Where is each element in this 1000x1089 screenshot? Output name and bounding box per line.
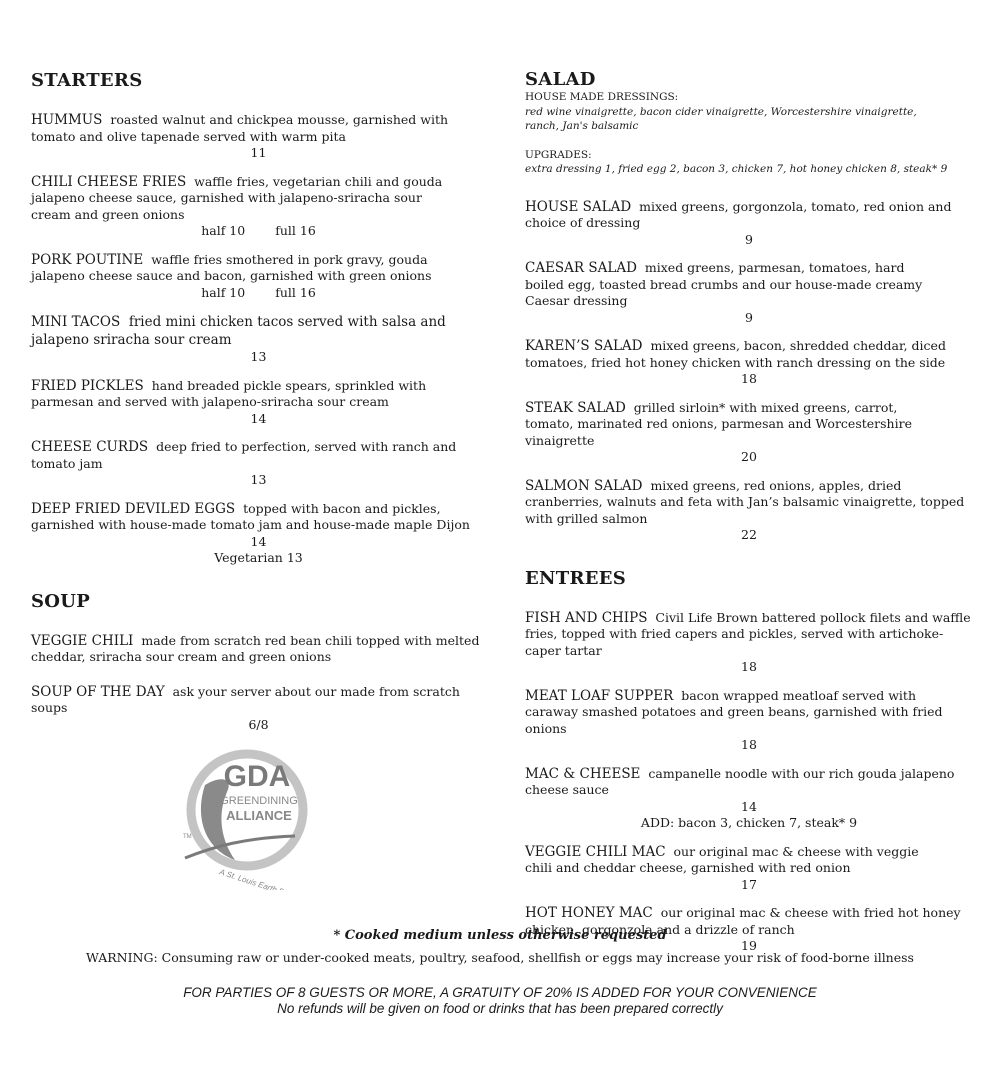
item-desc: mixed greens, gorgonzola, tomato, red onion and choice of dressing bbox=[525, 198, 952, 230]
item-price bbox=[31, 223, 486, 240]
item-desc: ask your server about our made from scratch soups bbox=[31, 683, 460, 715]
item-price: 6/8 bbox=[248, 716, 269, 732]
full-price: full 16 bbox=[275, 223, 316, 238]
item-price bbox=[31, 285, 486, 302]
right-column bbox=[525, 66, 973, 955]
item-extra-price: Vegetarian 13 bbox=[214, 550, 303, 565]
menu-item-steak-salad bbox=[525, 400, 945, 450]
item-desc: our original mac & cheese with fried hot honey chicken, gorgonzola and a drizzle of ranch bbox=[525, 905, 961, 937]
half-price: half 10 bbox=[201, 223, 246, 238]
item-desc: bacon wrapped meatloaf served with caraway smashed potatoes and green beans, garnished with fried onions bbox=[525, 687, 943, 736]
menu-item-veggie-chili bbox=[31, 633, 486, 666]
item-price: 14 bbox=[250, 410, 267, 426]
menu-item-mac-and-cheese bbox=[525, 766, 973, 799]
item-name: STEAK SALAD bbox=[525, 399, 626, 416]
logo-line2: ALLIANCE bbox=[226, 808, 292, 823]
item-desc: waffle fries, vegetarian chili and gouda jalapeno cheese sauce, garnished with jalapeno-sriracha sour cream and green onions bbox=[31, 173, 443, 222]
cooked-note: * Cooked medium unless otherwise requested bbox=[333, 928, 667, 943]
entrees-heading: ENTREES bbox=[525, 567, 627, 589]
item-desc: roasted walnut and chickpea mousse, garnished with tomato and olive tapenade served with warm pita bbox=[31, 112, 449, 144]
menu-item-soup-of-the-day bbox=[31, 684, 486, 717]
salad-heading: SALAD bbox=[525, 69, 596, 90]
item-desc: campanelle noodle with our rich gouda jalapeno cheese sauce bbox=[525, 765, 955, 797]
item-name: VEGGIE CHILI bbox=[31, 632, 134, 649]
item-name: MAC & CHEESE bbox=[525, 765, 641, 782]
item-desc: made from scratch red bean chili topped with melted cheddar, sriracha sour cream and green onions bbox=[31, 632, 480, 664]
menu-item-karens-salad bbox=[525, 338, 973, 371]
menu-item-mini-tacos bbox=[31, 313, 471, 349]
warning-note: WARNING: Consuming raw or under-cooked meats, poultry, seafood, shellfish or eggs may increase your risk of food-borne illness bbox=[86, 950, 914, 965]
menu-footer bbox=[0, 927, 1000, 1017]
soup-heading: SOUP bbox=[31, 590, 91, 612]
gda-logo-graphic bbox=[175, 740, 315, 890]
item-price: 9 bbox=[745, 309, 753, 325]
item-name: SALMON SALAD bbox=[525, 477, 643, 494]
item-price: 9 bbox=[745, 231, 753, 247]
item-price: 18 bbox=[741, 737, 757, 752]
menu-item-pork-poutine bbox=[31, 252, 461, 285]
item-name: CHILI CHEESE FRIES bbox=[31, 173, 187, 190]
item-price: 13 bbox=[250, 349, 267, 364]
item-name: FRIED PICKLES bbox=[31, 377, 144, 394]
half-price: half 10 bbox=[201, 284, 246, 300]
dressings-list: red wine vinaigrette, bacon cider vinaigrette, Worcestershire vinaigrette, ranch, Jan's balsamic bbox=[525, 105, 917, 132]
item-price: 14 bbox=[741, 798, 757, 814]
item-desc: our original mac & cheese with veggie chili and cheddar cheese, garnished with red onion bbox=[525, 843, 919, 875]
item-desc: deep fried to perfection, served with ranch and tomato jam bbox=[31, 439, 457, 471]
item-name: HUMMUS bbox=[31, 112, 103, 128]
item-price: 19 bbox=[741, 938, 757, 953]
item-name: SOUP OF THE DAY bbox=[31, 683, 165, 700]
item-name: MEAT LOAF SUPPER bbox=[525, 687, 674, 704]
item-name: PORK POUTINE bbox=[31, 251, 144, 268]
item-name: FISH AND CHIPS bbox=[525, 609, 648, 626]
menu-item-fried-pickles bbox=[31, 378, 486, 411]
refunds-note: No refunds will be given on food or drinks that has been prepared correctly bbox=[277, 1001, 723, 1016]
full-price: full 16 bbox=[275, 284, 316, 300]
item-price: 20 bbox=[741, 449, 757, 464]
item-desc: Civil Life Brown battered pollock filets and waffle fries, topped with fried capers and pickles, served with artichoke-caper tartar bbox=[525, 609, 971, 658]
menu-item-veggie-chili-mac bbox=[525, 844, 945, 877]
menu-item-fish-and-chips bbox=[525, 610, 973, 660]
item-price: 14 bbox=[250, 533, 267, 549]
item-price: 18 bbox=[741, 371, 757, 386]
menu-item-caesar-salad bbox=[525, 260, 945, 310]
upgrades-label: UPGRADES: bbox=[525, 148, 592, 161]
item-desc: waffle fries smothered in pork gravy, gouda jalapeno cheese sauce and bacon, garnished with green onions bbox=[31, 251, 432, 283]
item-desc: mixed greens, red onions, apples, dried cranberries, walnuts and feta with Jan’s balsamic vinaigrette, topped with grilled salmon bbox=[525, 477, 965, 526]
item-name: VEGGIE CHILI MAC bbox=[525, 843, 666, 860]
item-desc: fried mini chicken tacos served with salsa and jalapeno sriracha sour cream bbox=[31, 314, 446, 348]
item-price: 13 bbox=[250, 472, 267, 487]
item-price: 18 bbox=[741, 659, 757, 674]
logo-line1: GREENDINING bbox=[220, 795, 298, 807]
upgrades-list: extra dressing 1, fried egg 2, bacon 3, chicken 7, hot honey chicken 8, steak* 9 bbox=[525, 163, 948, 175]
item-desc: mixed greens, bacon, shredded cheddar, diced tomatoes, fried hot honey chicken with ranch dressing on the side bbox=[525, 338, 946, 370]
item-name: CAESAR SALAD bbox=[525, 260, 637, 276]
item-name: KAREN’S SALAD bbox=[525, 338, 643, 354]
menu-item-meat-loaf-supper bbox=[525, 688, 945, 738]
menu-item-hummus bbox=[31, 112, 486, 145]
item-price: 22 bbox=[741, 527, 757, 542]
left-column bbox=[31, 66, 486, 733]
item-name: CHEESE CURDS bbox=[31, 439, 149, 455]
menu-item-house-salad bbox=[525, 199, 973, 232]
item-desc: mixed greens, parmesan, tomatoes, hard boiled egg, toasted bread crumbs and our house-made creamy Caesar dressing bbox=[525, 260, 923, 308]
menu-item-chili-cheese-fries bbox=[31, 174, 461, 224]
item-desc: grilled sirloin* with mixed greens, carrot, tomato, marinated red onions, parmesan and Worcestershire vinaigrette bbox=[525, 399, 912, 448]
item-name: MINI TACOS bbox=[31, 314, 121, 330]
starters-heading: STARTERS bbox=[31, 70, 143, 91]
menu-item-deep-fried-deviled-eggs bbox=[31, 501, 486, 534]
logo-tagline: A St. Louis Earth Day Initiative bbox=[218, 867, 315, 890]
gratuity-note: FOR PARTIES OF 8 GUESTS OR MORE, A GRATUITY OF 20% IS ADDED FOR YOUR CONVENIENCE bbox=[183, 985, 817, 1000]
menu-item-cheese-curds bbox=[31, 439, 486, 472]
item-name: HOUSE SALAD bbox=[525, 198, 632, 215]
dressings-label: HOUSE MADE DRESSINGS: bbox=[525, 91, 679, 103]
item-name: DEEP FRIED DEVILED EGGS bbox=[31, 500, 236, 517]
logo-tm: TM bbox=[183, 834, 192, 840]
item-desc: hand breaded pickle spears, sprinkled with parmesan and served with jalapeno-sriracha sour cream bbox=[31, 377, 427, 409]
item-desc: topped with bacon and pickles, garnished with house-made tomato jam and house-made maple Dijon bbox=[31, 500, 470, 532]
item-name: HOT HONEY MAC bbox=[525, 905, 653, 921]
logo-abbr: GDA bbox=[223, 760, 291, 793]
item-price: 11 bbox=[250, 145, 267, 160]
gda-logo bbox=[175, 740, 315, 890]
item-addons: ADD: bacon 3, chicken 7, steak* 9 bbox=[640, 815, 858, 830]
item-price: 17 bbox=[741, 876, 757, 892]
menu-item-salmon-salad bbox=[525, 478, 973, 528]
